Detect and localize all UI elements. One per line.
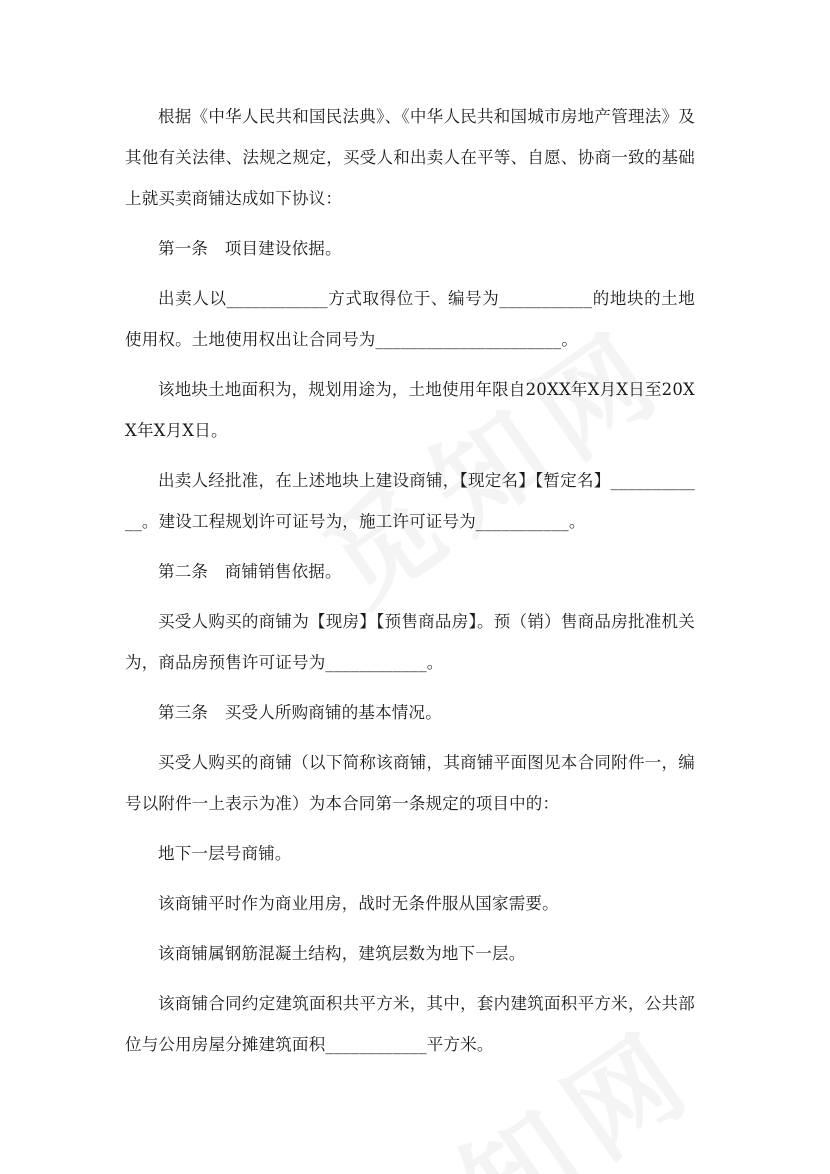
paragraph-sale-basis: 买受人购买的商铺为【现房】【预售商品房】。预（销）售商品房批准机关为，商品房预售许可证号为____________。 xyxy=(125,612,695,672)
document-body xyxy=(125,96,695,1065)
article-3-heading: 第三条 买受人所购商铺的基本情况。 xyxy=(158,703,442,722)
paragraph-shop-use: 该商铺平时作为商业用房，战时无条件服从国家需要。 xyxy=(158,894,559,913)
paragraph-structure: 该商铺属钢筋混凝土结构，建筑层数为地下一层。 xyxy=(158,944,526,963)
paragraph-shop-info: 买受人购买的商铺（以下简称该商铺，其商铺平面图见本合同附件一，编号以附件一上表示为准）为本合同第一条规定的项目中的： xyxy=(125,753,695,813)
paragraph-land-right: 出卖人以____________方式取得位于、编号为___________的地块的土地使用权。土地使用权出让合同号为______________________。 xyxy=(125,289,695,349)
paragraph-construction: 出卖人经批准，在上述地块上建设商铺，【现定名】【暂定名】____________。建设工程规划许可证号为，施工许可证号为___________。 xyxy=(125,471,695,531)
article-2-heading: 第二条 商铺销售依据。 xyxy=(158,562,342,581)
article-1-heading: 第一条 项目建设依据。 xyxy=(158,239,342,258)
paragraph-land-area: 该地块土地面积为，规划用途为，土地使用年限自20XX年X月X日至20XX年X月X日。 xyxy=(125,380,695,440)
paragraph-intro: 根据《中华人民共和国民法典》、《中华人民共和国城市房地产管理法》及其他有关法律、法规之规定，买受人和出卖人在平等、自愿、协商一致的基础上就买卖商铺达成如下协议： xyxy=(125,107,695,208)
paragraph-area: 该商铺合同约定建筑面积共平方米，其中，套内建筑面积平方米，公共部位与公用房屋分摊建筑面积____________平方米。 xyxy=(125,994,695,1054)
paragraph-shop-number: 地下一层号商铺。 xyxy=(158,844,292,863)
